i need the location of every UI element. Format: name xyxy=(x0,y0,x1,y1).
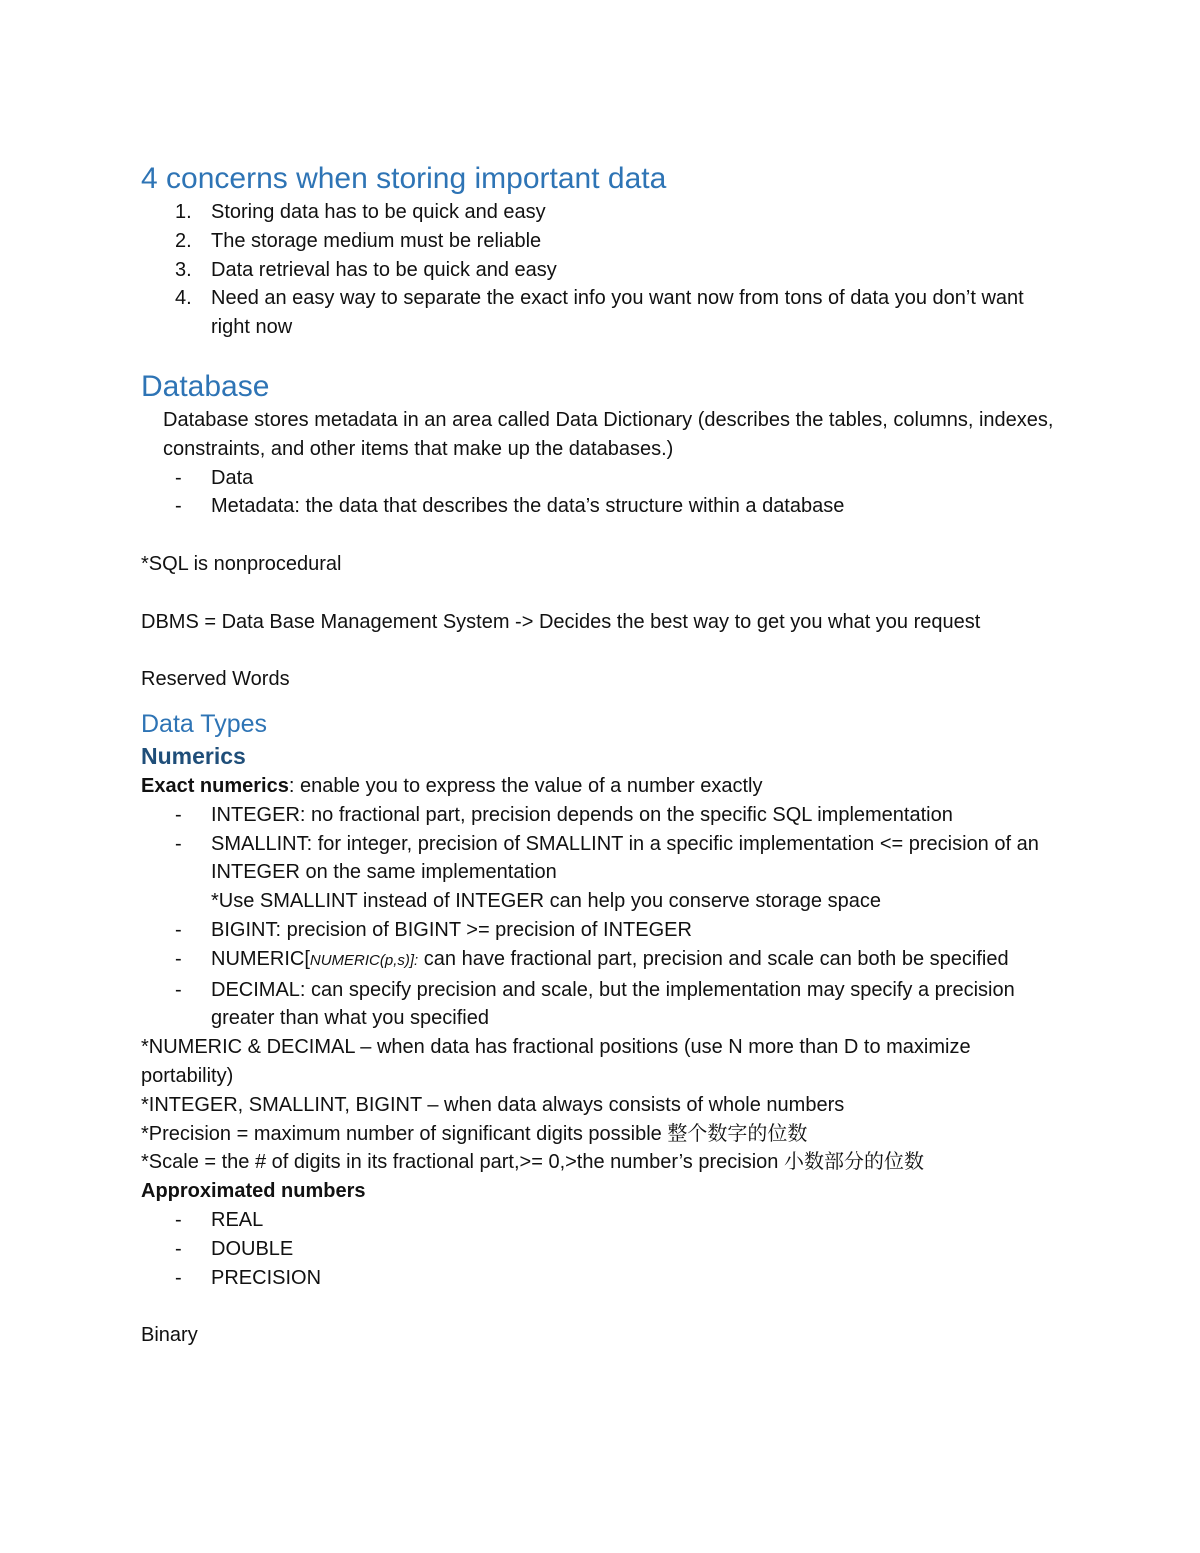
list-item: - PRECISION xyxy=(175,1266,322,1289)
heading-concerns: 4 concerns when storing important data xyxy=(141,162,667,195)
list-item: - INTEGER: no fractional part, precision depends on the specific SQL implementation xyxy=(175,803,953,826)
heading-data-types: Data Types xyxy=(141,709,268,738)
note-scale: *Scale = the # of digits in its fractional part,>= 0,>the number’s precision 小数部分的位数 xyxy=(141,1151,924,1174)
list-item: - BIGINT: precision of BIGINT >= precision of INTEGER xyxy=(175,918,692,941)
approximated-numbers: Approximated numbers xyxy=(141,1180,366,1203)
sql-note: *SQL is nonprocedural xyxy=(141,552,342,575)
concerns-list xyxy=(141,198,1061,342)
list-item: 2. The storage medium must be reliable xyxy=(175,229,542,252)
dbms-definition: DBMS = Data Base Management System -> Decides the best way to get you what you request xyxy=(141,610,981,633)
heading-numerics: Numerics xyxy=(141,742,246,769)
heading-database: Database xyxy=(141,369,270,403)
list-item: 1. Storing data has to be quick and easy xyxy=(175,201,546,223)
list-item: - Data xyxy=(175,466,254,489)
list-item: - Metadata: the data that describes the data’s structure within a database xyxy=(175,495,845,518)
list-item: 4. Need an easy way to separate the exact info you want now from tons of data you don’t want right now xyxy=(175,287,1024,339)
reserved-words: Reserved Words xyxy=(141,668,290,691)
list-item: - DOUBLE xyxy=(175,1237,294,1260)
document-body xyxy=(141,160,1061,1350)
list-item: - SMALLINT: for integer, precision of SMALLINT in a specific implementation <= precision of an INTEGER on the same implementation *Use SMALLINT instead of INTEGER can help you conserve storage space xyxy=(175,832,1039,913)
note-numeric-decimal: *NUMERIC & DECIMAL – when data has fractional positions (use N more than D to maximize portability) xyxy=(141,1036,971,1087)
list-item: - NUMERIC[NUMERIC(p,s)]: can have fractional part, precision and scale can both be specified xyxy=(175,947,1009,970)
list-item: - REAL xyxy=(175,1208,264,1231)
note-integer-types: *INTEGER, SMALLINT, BIGINT – when data always consists of whole numbers xyxy=(141,1093,845,1116)
note-precision: *Precision = maximum number of significant digits possible 整个数字的位数 xyxy=(141,1122,808,1145)
exact-numerics: Exact numerics: enable you to express the value of a number exactly xyxy=(141,774,763,797)
list-item: 3. Data retrieval has to be quick and easy xyxy=(175,258,557,281)
database-intro: Database stores metadata in an area called Data Dictionary (describes the tables, columns, indexes, constraints, and other items that make up the databases.) xyxy=(163,408,1054,460)
list-item: - DECIMAL: can specify precision and scale, but the implementation may specify a precision greater than what you specified xyxy=(175,978,1015,1030)
binary-heading: Binary xyxy=(141,1324,198,1347)
